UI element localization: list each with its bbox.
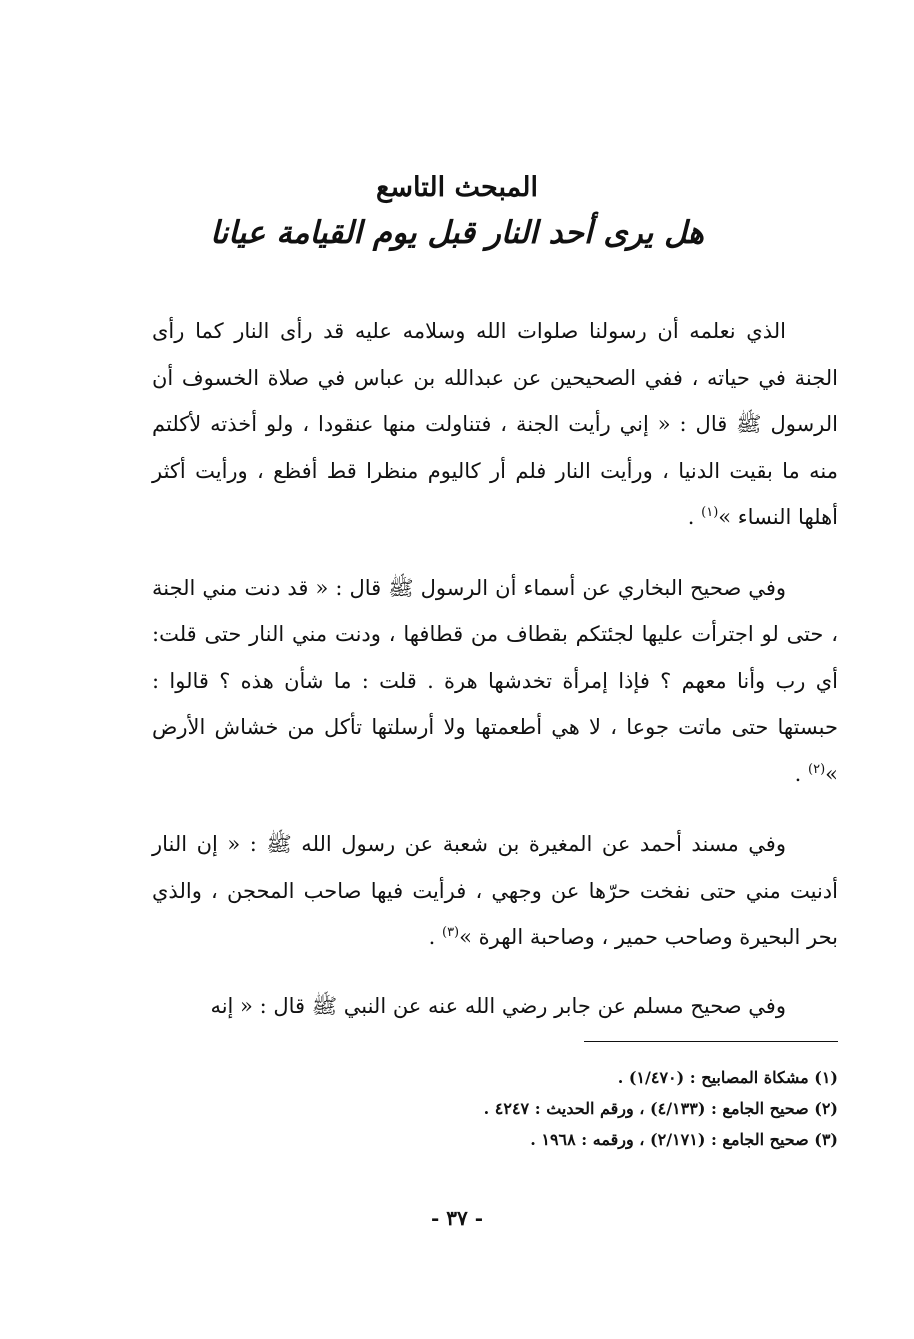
chapter-title: هل يرى أحد النار قبل يوم القيامة عيانا — [210, 215, 704, 251]
page-number: - ٣٧ - — [430, 1206, 483, 1230]
paragraph — [152, 983, 838, 1030]
footnote: (٢) صحيح الجامع : (٤/١٣٣) ، ورقم الحديث : ٤٢٤٧ . — [483, 1099, 838, 1118]
paragraph — [152, 565, 838, 798]
chapter-header — [0, 168, 914, 256]
paragraph-text: الذي نعلمه أن رسولنا صلوات الله وسلامه عليه قد رأى النار كما رأى الجنة في حياته ، ففي الصحيحين عن عبدالله بن عباس في صلاة الخسوف أن الرسول ﷺ قال : « إني رأيت الجنة ، فتناولت منها عنقودا ، ولو أخذته لأكلتم منه ما بقيت الدنيا ، ورأيت النار فلم أر كاليوم منظرا قط أفظع ، ورأيت أكثر أهلها النساء » — [152, 319, 838, 529]
footnote-ref: (٣) — [441, 925, 460, 940]
paragraph-tail: . — [687, 505, 702, 529]
footnote: (٣) صحيح الجامع : (٢/١٧١) ، ورقمه : ١٩٦٨ . — [530, 1130, 838, 1149]
footnote: (١) مشكاة المصابيح : (١/٤٧٠) . — [617, 1068, 838, 1087]
paragraph-tail: . — [428, 925, 442, 949]
chapter-label: المبحث التاسع — [376, 172, 538, 203]
paragraph-text: وفي صحيح البخاري عن أسماء أن الرسول ﷺ قال : « قد دنت مني الجنة ، حتى لو اجترأت عليها لجئتكم بقطاف من قطافها ، ودنت مني النار حتى قلت: أي رب وأنا معهم ؟ فإذا إمرأة تخدشها هرة . قلت : ما شأن هذه ؟ قالوا : حبستها حتى ماتت جوعا ، لا هي أطعمتها ولا أرسلتها تأكل من خشاش الأرض » — [152, 575, 838, 786]
body-text — [152, 308, 838, 1029]
paragraph — [152, 308, 838, 541]
paragraph-text: وفي مسند أحمد عن المغيرة بن شعبة عن رسول الله ﷺ : « إن النار أدنيت مني حتى نفخت حرّها عن وجهي ، فرأيت فيها صاحب المحجن ، والذي بحر البحيرة وصاحب حمير ، وصاحبة الهرة » — [152, 832, 838, 949]
paragraph-text: وفي صحيح مسلم عن جابر رضي الله عنه عن النبي ﷺ قال : « إنه — [210, 993, 786, 1018]
footnote-ref: (١) — [701, 505, 719, 520]
footnote-ref: (٢) — [808, 761, 826, 777]
footnotes — [152, 1062, 838, 1155]
footnote-divider — [584, 1041, 838, 1042]
paragraph-tail: . — [794, 761, 808, 786]
paragraph — [152, 821, 838, 961]
